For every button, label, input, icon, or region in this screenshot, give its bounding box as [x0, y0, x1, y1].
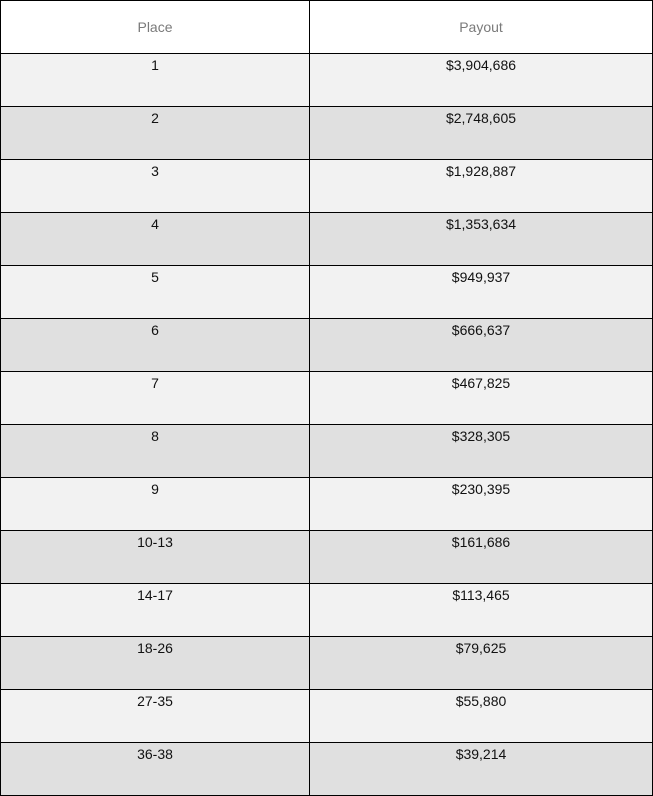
place-cell: 2 [1, 107, 310, 160]
place-cell: 10-13 [1, 531, 310, 584]
table-row [1, 690, 653, 743]
place-cell: 18-26 [1, 637, 310, 690]
payout-cell: $39,214 [310, 743, 653, 796]
payout-cell: $79,625 [310, 637, 653, 690]
place-cell: 3 [1, 160, 310, 213]
place-cell: 8 [1, 425, 310, 478]
table-row [1, 743, 653, 796]
table-row [1, 266, 653, 319]
table-row [1, 425, 653, 478]
place-column-header: Place [1, 1, 310, 54]
payout-cell: $3,904,686 [310, 54, 653, 107]
place-cell: 4 [1, 213, 310, 266]
payout-cell: $666,637 [310, 319, 653, 372]
table-row [1, 319, 653, 372]
payout-table-body [1, 54, 653, 796]
place-cell: 27-35 [1, 690, 310, 743]
payout-cell: $55,880 [310, 690, 653, 743]
payout-cell: $1,353,634 [310, 213, 653, 266]
table-row [1, 213, 653, 266]
place-cell: 7 [1, 372, 310, 425]
table-row [1, 107, 653, 160]
header-row [1, 1, 653, 54]
table-row [1, 637, 653, 690]
payout-cell: $467,825 [310, 372, 653, 425]
payout-cell: $1,928,887 [310, 160, 653, 213]
table-row [1, 478, 653, 531]
place-cell: 1 [1, 54, 310, 107]
payout-cell: $949,937 [310, 266, 653, 319]
payout-cell: $230,395 [310, 478, 653, 531]
table-row [1, 54, 653, 107]
payout-cell: $2,748,605 [310, 107, 653, 160]
payout-cell: $328,305 [310, 425, 653, 478]
payout-cell: $161,686 [310, 531, 653, 584]
place-cell: 9 [1, 478, 310, 531]
table-row [1, 160, 653, 213]
payout-column-header: Payout [310, 1, 653, 54]
place-cell: 14-17 [1, 584, 310, 637]
table-row [1, 531, 653, 584]
place-cell: 36-38 [1, 743, 310, 796]
table-row [1, 372, 653, 425]
place-cell: 5 [1, 266, 310, 319]
table-row [1, 584, 653, 637]
place-cell: 6 [1, 319, 310, 372]
payout-cell: $113,465 [310, 584, 653, 637]
